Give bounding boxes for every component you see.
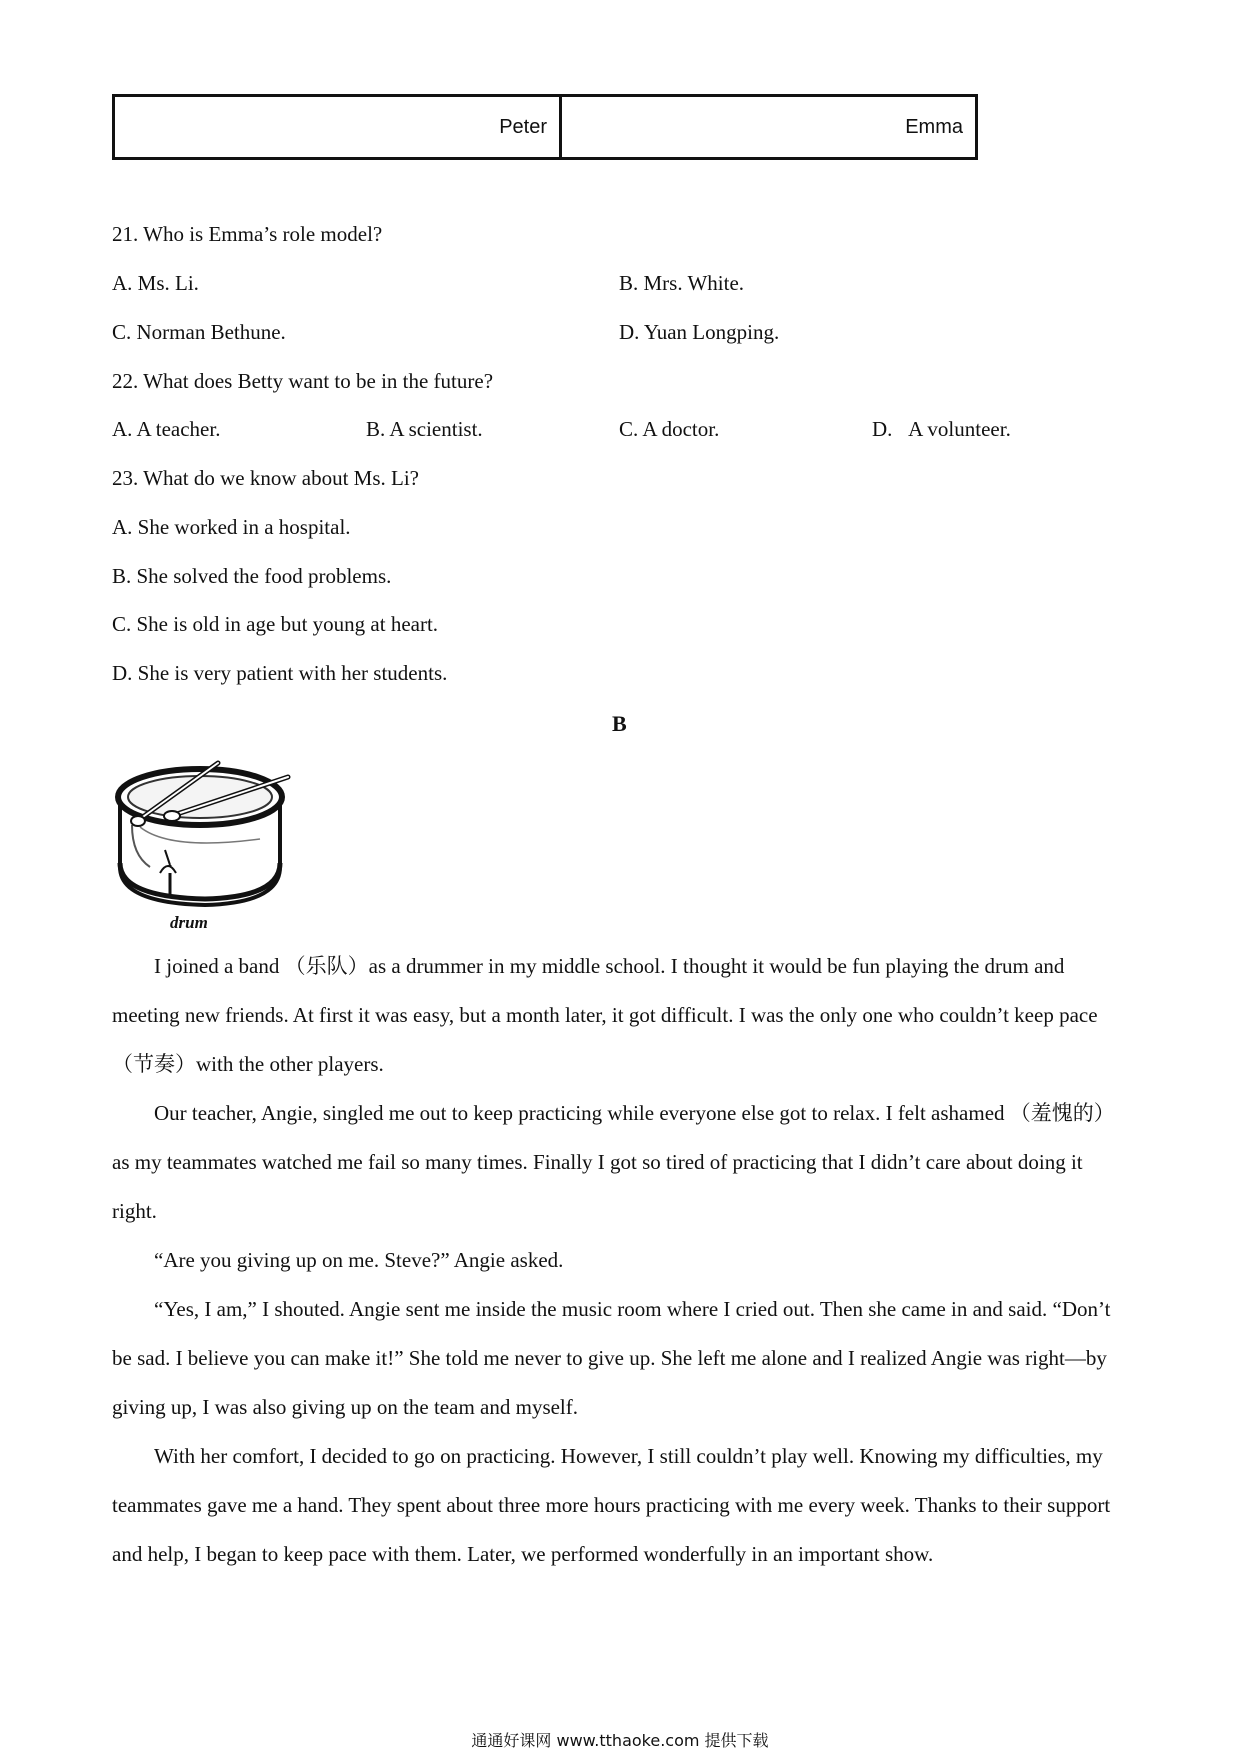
- q23-option-a: A. She worked in a hospital.: [112, 515, 351, 539]
- drum-icon: [110, 755, 300, 915]
- table-cell-peter: Peter: [115, 97, 562, 157]
- passage-paragraph-3: “Are you giving up on me. Steve?” Angie asked.: [154, 1248, 564, 1272]
- q23-option-b: B. She solved the food problems.: [112, 564, 392, 588]
- question-22: 22. What does Betty want to be in the future?: [112, 369, 494, 393]
- q21-option-c: C. Norman Bethune.: [112, 320, 286, 344]
- passage: [112, 942, 1128, 1579]
- section-heading: B: [612, 711, 627, 736]
- name-table: [112, 94, 978, 160]
- table-cell-emma: Emma: [905, 115, 963, 138]
- drum-illustration: [110, 755, 300, 935]
- q23-option-d: D. She is very patient with her students.: [112, 661, 448, 685]
- q22-option-d: D. A volunteer.: [872, 417, 1011, 441]
- page-footer: 通通好课网 www.tthaoke.com 提供下载: [471, 1731, 769, 1750]
- question-23: 23. What do we know about Ms. Li?: [112, 466, 419, 490]
- q22-option-a: A. A teacher.: [112, 417, 221, 441]
- q21-option-d: D. Yuan Longping.: [619, 320, 780, 344]
- q21-option-a: A. Ms. Li.: [112, 271, 199, 295]
- drum-caption: drum: [170, 913, 208, 932]
- q22-option-b: B. A scientist.: [366, 417, 483, 441]
- q23-option-c: C. She is old in age but young at heart.: [112, 612, 439, 636]
- question-21: 21. Who is Emma’s role model?: [112, 222, 383, 246]
- passage-paragraph-2: Our teacher, Angie, singled me out to keep practicing while everyone else got to relax. I felt ashamed （羞愧的）as my teammates watched me fail so many times. Finally I got so tired of practicing that I didn’t care about doing it right.: [112, 1101, 1115, 1223]
- passage-paragraph-4: “Yes, I am,” I shouted. Angie sent me inside the music room where I cried out. Then she came in and said. “Don’t be sad. I believe you can make it!” She told me never to give up. She left me alone and I realized Angie was right—by giving up, I was also giving up on the team and myself.: [112, 1297, 1111, 1419]
- q22-option-c: C. A doctor.: [619, 417, 720, 441]
- passage-paragraph-5: With her comfort, I decided to go on practicing. However, I still couldn’t play well. Knowing my difficulties, my teammates gave me a hand. They spent about three more hours practicing with me every week. Thanks to their support and help, I began to keep pace with them. Later, we performed wonderfully in an important show.: [112, 1444, 1111, 1566]
- q21-option-b: B. Mrs. White.: [619, 271, 745, 295]
- passage-paragraph-1: I joined a band （乐队）as a drummer in my middle school. I thought it would be fun playing the drum and meeting new friends. At first it was easy, but a month later, it got difficult. I was the only one who couldn’t keep pace （节奏）with the other players.: [112, 954, 1098, 1076]
